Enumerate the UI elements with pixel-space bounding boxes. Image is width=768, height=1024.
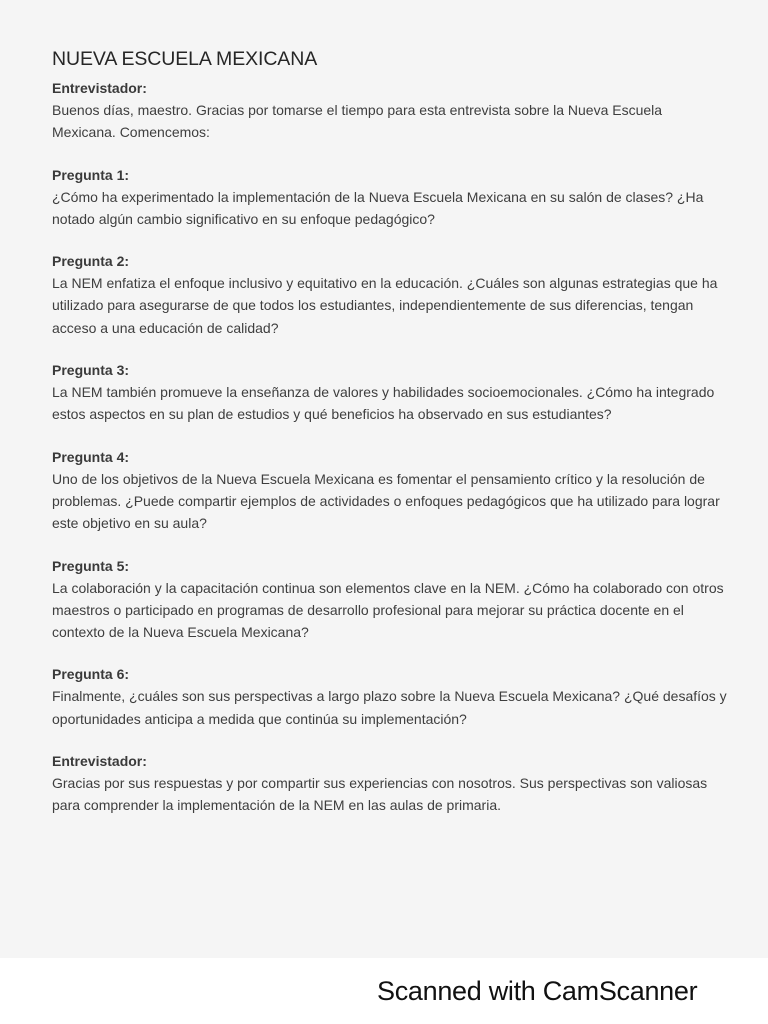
section-text: ¿Cómo ha experimentado la implementación de la Nueva Escuela Mexicana en su salón de clases? ¿Ha notado algún cambio significativo en su enfoque pedagógico? — [52, 188, 704, 227]
document-body — [52, 48, 727, 837]
section-closing — [52, 750, 727, 817]
section-question-5 — [52, 555, 727, 644]
section-heading: Pregunta 2: — [52, 253, 130, 270]
section-heading: Pregunta 3: — [52, 362, 130, 379]
section-text: Gracias por sus respuestas y por compartir sus experiencias con nosotros. Sus perspectivas son valiosas para comprender la implementación de la NEM en las aulas de primaria. — [52, 775, 708, 814]
section-text: Finalmente, ¿cuáles son sus perspectivas a largo plazo sobre la Nueva Escuela Mexicana? ¿Qué desafíos y oportunidades anticipa a medida que continúa su implementación? — [52, 688, 727, 727]
section-heading: Entrevistador: — [52, 80, 147, 96]
section-question-4 — [52, 446, 727, 535]
section-question-6 — [52, 663, 727, 730]
section-text: Buenos días, maestro. Gracias por tomarse el tiempo para esta entrevista sobre la Nueva Escuela Mexicana. Comencemos: — [52, 102, 663, 141]
section-heading: Pregunta 5: — [52, 557, 130, 574]
section-heading: Pregunta 1: — [52, 166, 130, 183]
section-question-3 — [52, 359, 727, 426]
section-text: La NEM enfatiza el enfoque inclusivo y equitativo en la educación. ¿Cuáles son algunas estrategias que ha utilizado para asegurarse de que todos los estudiantes, independientemente de sus diferencias, tengan acceso a una educación de calidad? — [52, 275, 718, 336]
section-intro — [52, 77, 727, 144]
section-text: Uno de los objetivos de la Nueva Escuela Mexicana es fomentar el pensamiento crítico y la resolución de problemas. ¿Puede compartir ejemplos de actividades o enfoques pedagógicos que ha utilizado para lograr este objetivo en su aula? — [52, 470, 720, 532]
section-heading: Pregunta 6: — [52, 666, 130, 683]
section-question-1 — [52, 164, 727, 231]
section-heading: Pregunta 4: — [52, 448, 130, 465]
camscanner-watermark: Scanned with CamScanner — [377, 976, 698, 1006]
section-text: La NEM también promueve la enseñanza de valores y habilidades socioemocionales. ¿Cómo ha integrado estos aspectos en su plan de estudios y qué beneficios ha observado en sus estudiantes? — [52, 384, 715, 423]
section-text: La colaboración y la capacitación continua son elementos clave en la NEM. ¿Cómo ha colaborado con otros maestros o participado en programas de desarrollo profesional para mejorar su práctica docente en el contexto de la Nueva Escuela Mexicana? — [52, 579, 724, 641]
section-question-2 — [52, 250, 727, 339]
section-heading: Entrevistador: — [52, 753, 147, 770]
document-title: NUEVA ESCUELA MEXICANA — [52, 48, 318, 70]
